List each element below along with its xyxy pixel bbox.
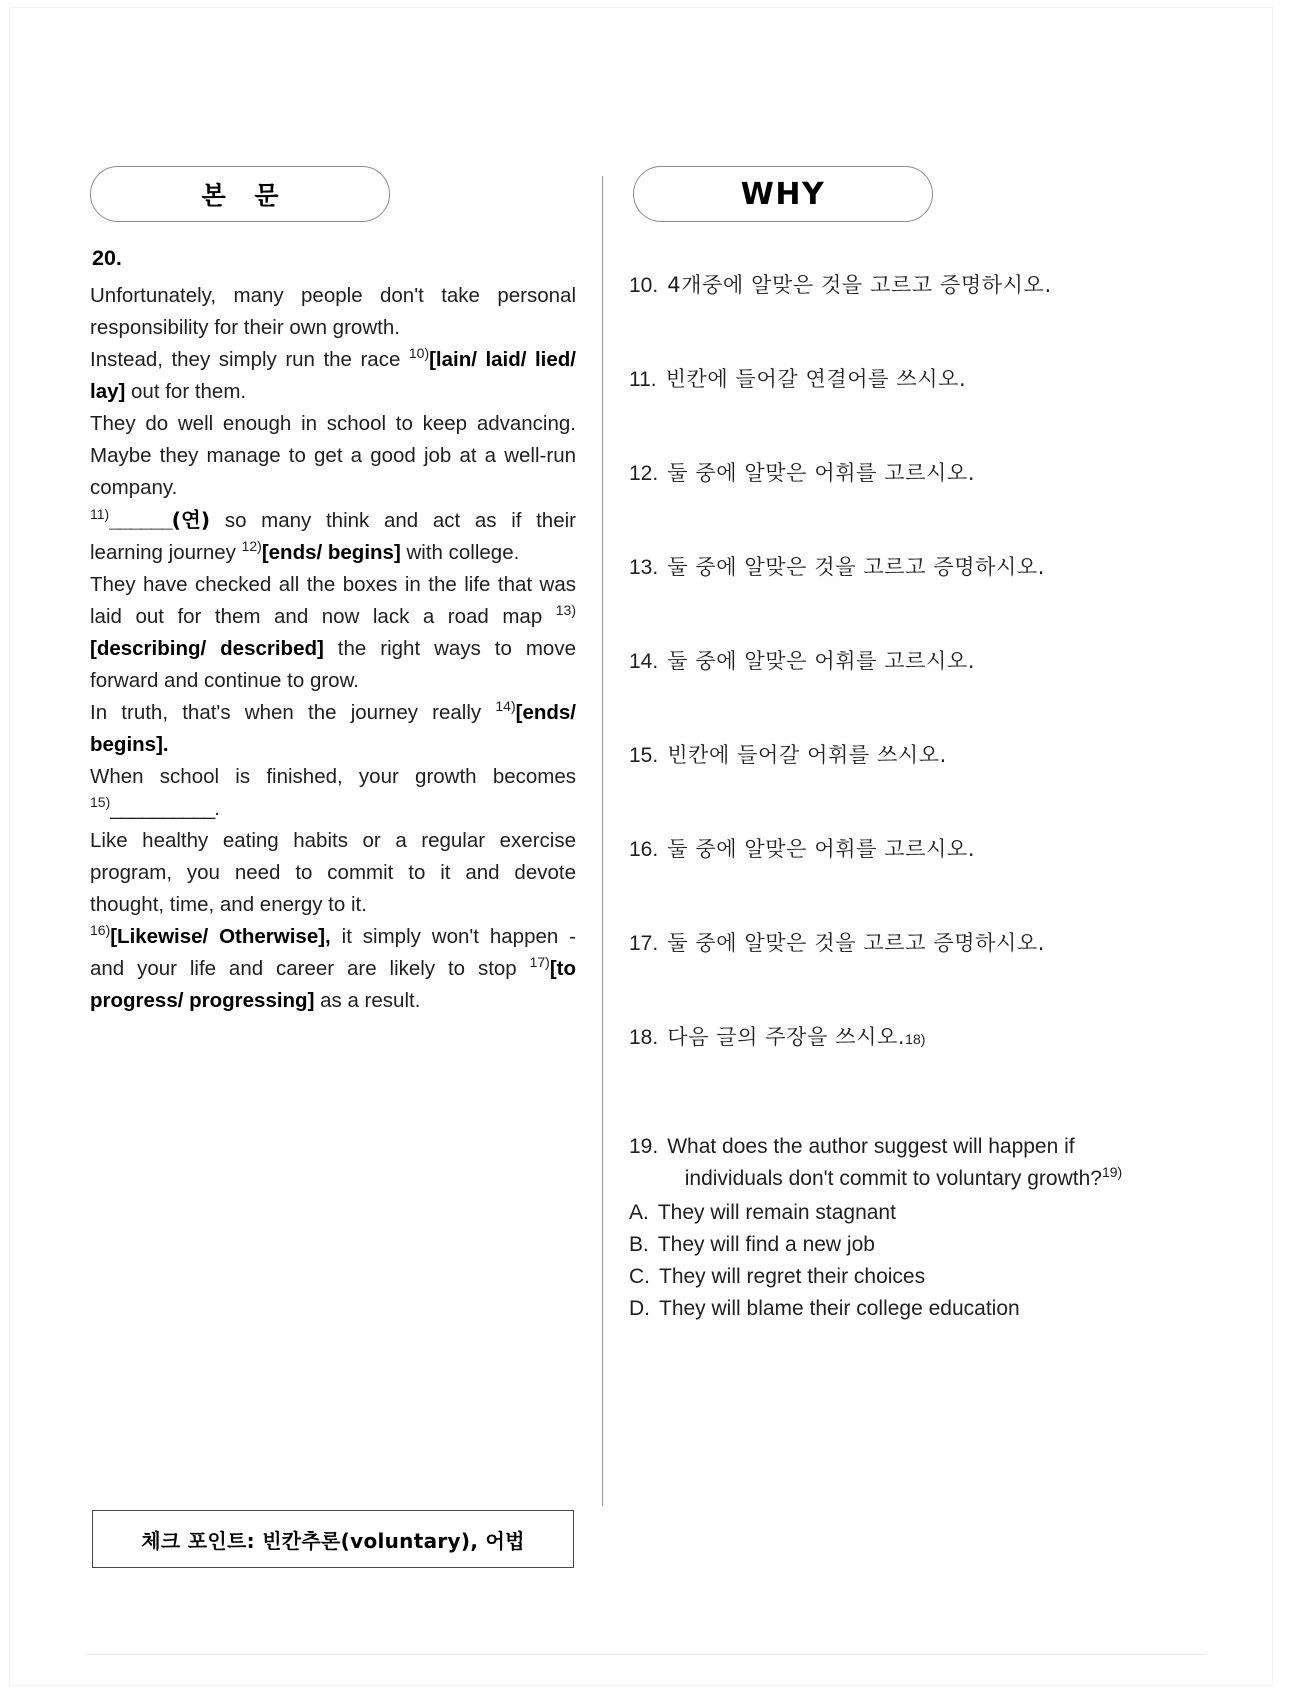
choice-bracket-14: [ends/ begins]. [90, 701, 576, 756]
question-item-10 [629, 270, 1129, 301]
two-column-layout [10, 8, 1272, 1685]
question-19-line-2: individuals don't commit to voluntary growth? [684, 1167, 1102, 1190]
choice-letter: C. [629, 1265, 650, 1288]
question-index: 11. [629, 368, 657, 391]
why-header-pill [633, 166, 933, 222]
choice-text: They will regret their choices [659, 1265, 926, 1288]
choice-text: They will blame their college education [659, 1297, 1020, 1320]
passage-body [90, 280, 576, 1017]
choice-bracket-17: [to progress/ progressing] [90, 957, 576, 1012]
passage-text: the right ways to move forward and continue to grow. [90, 637, 576, 692]
question-index: 10. [629, 274, 659, 297]
passage-line-1 [90, 280, 576, 344]
question-19-stem [629, 1131, 1129, 1195]
question-index: 15. [629, 744, 659, 767]
passage-text: Unfortunately, many people don't take personal responsibility for their own growth. [90, 284, 576, 339]
footnote-marker-10: 10) [408, 345, 430, 362]
question-text: 둘 중에 알맞은 어휘를 고르시오. [667, 461, 976, 485]
passage-text: When school is finished, your growth becomes [90, 765, 576, 788]
choice-bracket-13: [describing/ described] [90, 637, 324, 660]
passage-line-9 [90, 921, 576, 1017]
passage-text: as a result. [314, 989, 421, 1012]
choice-bracket-12: [ends/ begins] [261, 541, 401, 564]
footnote-marker-17: 17) [529, 954, 550, 971]
choice-a[interactable] [629, 1197, 1129, 1229]
question-item-11 [629, 364, 1129, 395]
question-index: 17. [629, 932, 659, 955]
blank-11: ______ [109, 509, 172, 532]
question-text: 빈칸에 들어갈 어휘를 쓰시오. [667, 743, 947, 767]
question-item-16 [629, 834, 1129, 865]
passage-text: Instead, they simply run the race [90, 348, 409, 371]
question-19-line-1: What does the author suggest will happen if [667, 1135, 1075, 1158]
passage-text: They do well enough in school to keep advancing. Maybe they manage to get a good job at a well-run company. [90, 412, 576, 499]
footnote-marker-11: 11) [90, 506, 110, 523]
passage-text: Like healthy eating habits or a regular exercise program, you need to commit to it and devote thought, time, and energy to it. [90, 829, 576, 916]
why-column [603, 8, 1272, 1685]
question-index: 13. [629, 556, 659, 579]
choice-bracket-10: [lain/ laid/ lied/ lay] [90, 348, 576, 403]
passage-line-5 [90, 569, 576, 697]
passage-line-4 [90, 504, 576, 569]
question-text: 4개중에 알맞은 것을 고르고 증명하시오. [667, 273, 1052, 297]
passage-text: it simply won't happen - and your life and career are likely to stop [90, 925, 576, 980]
question-text: 둘 중에 알맞은 것을 고르고 증명하시오. [667, 931, 1046, 955]
footnote-marker-19: 19) [1101, 1164, 1123, 1180]
worksheet-page [10, 8, 1272, 1685]
checkpoint-box [92, 1510, 574, 1568]
choice-text: They will find a new job [657, 1233, 875, 1256]
passage-text: so many think and act as if their learning journey [90, 509, 576, 564]
question-text: 다음 글의 주장을 쓰시오. [667, 1025, 906, 1049]
question-19-choices [629, 1197, 1129, 1325]
footnote-marker-14: 14) [495, 698, 516, 715]
footnote-marker-13: 13) [555, 602, 576, 619]
choice-c[interactable] [629, 1261, 1129, 1293]
question-text: 둘 중에 알맞은 어휘를 고르시오. [667, 837, 976, 861]
question-text: 빈칸에 들어갈 연결어를 쓰시오. [665, 367, 967, 391]
choice-letter: D. [629, 1297, 650, 1320]
passage-line-6 [90, 697, 576, 761]
question-index: 18. [629, 1026, 659, 1049]
passage-column [10, 8, 602, 1685]
question-item-18: 18. 다음 글의 주장을 쓰시오. 18) [629, 1022, 1129, 1053]
choice-letter: B. [629, 1233, 649, 1256]
passage-header-pill [90, 166, 390, 222]
choice-b[interactable] [629, 1229, 1129, 1261]
passage-text: out for them. [125, 380, 247, 403]
choice-text: They will remain stagnant [657, 1201, 896, 1224]
passage-header-label: 본 문 [201, 181, 289, 210]
passage-line-3 [90, 408, 576, 504]
question-item-17 [629, 928, 1129, 959]
question-index: 16. [629, 838, 659, 861]
question-index: 12. [629, 462, 659, 485]
passage-line-7 [90, 761, 576, 825]
question-item-13 [629, 552, 1129, 583]
question-19-line-2-wrap [667, 1163, 1129, 1195]
passage-text: In truth, that's when the journey really [90, 701, 496, 724]
question-text: 둘 중에 알맞은 어휘를 고르시오. [667, 649, 976, 673]
question-item-12 [629, 458, 1129, 489]
footnote-marker-16: 16) [90, 922, 111, 939]
choice-bracket-16: [Likewise/ Otherwise], [110, 925, 331, 948]
question-item-15 [629, 740, 1129, 771]
question-text: 둘 중에 알맞은 것을 고르고 증명하시오. [667, 555, 1046, 579]
question-19-body [667, 1131, 1129, 1195]
question-item-14 [629, 646, 1129, 677]
passage-text: They have checked all the boxes in the life that was laid out for them and now lack a road map [90, 573, 576, 628]
korean-hint-11: (연) [171, 508, 211, 532]
question-item-19 [629, 1131, 1129, 1325]
passage-text: with college. [400, 541, 520, 564]
question-index: 19. [629, 1135, 659, 1158]
blank-15: __________. [110, 797, 219, 820]
checkpoint-label: 체크 포인트: 빈칸추론(voluntary), 어법 [141, 1528, 525, 1553]
question-list [629, 270, 1129, 1325]
page-bottom-rule [86, 1654, 1206, 1655]
choice-letter: A. [629, 1201, 649, 1224]
choice-d[interactable] [629, 1293, 1129, 1325]
question-index: 14. [629, 650, 659, 673]
passage-line-8 [90, 825, 576, 921]
why-header-label: WHY [740, 176, 826, 212]
footnote-marker-12: 12) [241, 538, 262, 555]
passage-line-2 [90, 344, 576, 408]
footnote-marker-15: 15) [90, 794, 111, 811]
passage-question-number: 20. [92, 246, 122, 270]
